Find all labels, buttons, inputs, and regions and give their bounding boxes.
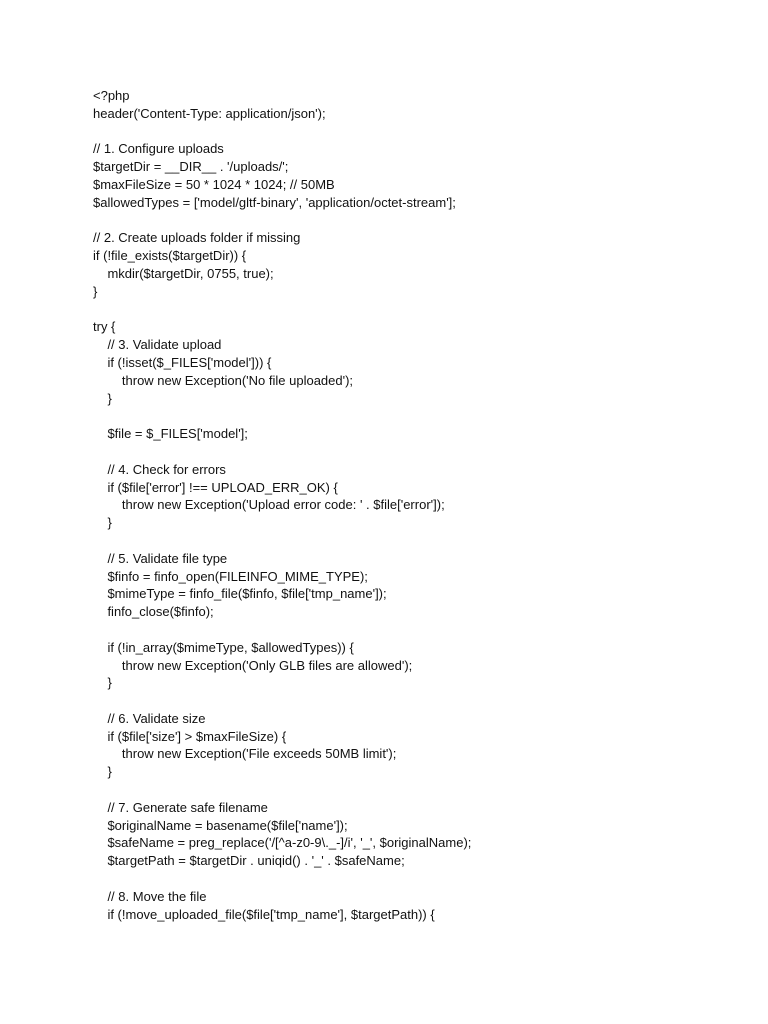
code-line: }: [93, 675, 112, 691]
code-line: // 4. Check for errors: [93, 461, 226, 477]
code-line: $targetPath = $targetDir . uniqid() . '_' . $safeName;: [93, 853, 405, 869]
code-line: }: [93, 764, 112, 780]
code-line: $mimeType = finfo_file($finfo, $file['tmp_name']);: [93, 586, 387, 602]
code-line: if ($file['size'] > $maxFileSize) {: [93, 728, 287, 744]
code-line: // 6. Validate size: [93, 710, 206, 726]
code-line: $file = $_FILES['model'];: [93, 426, 248, 442]
code-line: // 3. Validate upload: [93, 337, 222, 353]
code-line: $allowedTypes = ['model/gltf-binary', 'application/octet-stream'];: [93, 194, 456, 210]
code-line: $finfo = finfo_open(FILEINFO_MIME_TYPE);: [93, 568, 368, 584]
code-line: if (!in_array($mimeType, $allowedTypes)) {: [93, 639, 354, 655]
code-line: [93, 621, 733, 639]
code-line: [93, 781, 733, 799]
code-line: throw new Exception('No file uploaded');: [93, 372, 354, 388]
code-line: if (!isset($_FILES['model'])) {: [93, 354, 272, 370]
code-line: mkdir($targetDir, 0755, true);: [93, 265, 274, 281]
code-line: [93, 407, 733, 425]
code-line: // 5. Validate file type: [93, 550, 228, 566]
code-line: if (!move_uploaded_file($file['tmp_name'], $targetPath)) {: [93, 906, 435, 922]
code-line: $targetDir = __DIR__ . '/uploads/';: [93, 159, 289, 175]
code-line: $maxFileSize = 50 * 1024 * 1024; // 50MB: [93, 176, 335, 192]
code-block: [93, 87, 733, 923]
code-line: [93, 532, 733, 550]
code-line: }: [93, 515, 112, 531]
code-line: if ($file['error'] !== UPLOAD_ERR_OK) {: [93, 479, 338, 495]
code-line: // 8. Move the file: [93, 888, 207, 904]
code-line: $safeName = preg_replace('/[^a-z0-9\._-]/i', '_', $originalName);: [93, 835, 472, 851]
code-line: try {: [93, 319, 116, 335]
code-line: [93, 443, 733, 461]
code-line: // 2. Create uploads folder if missing: [93, 230, 301, 246]
code-line: // 7. Generate safe filename: [93, 799, 268, 815]
code-line: [93, 212, 733, 230]
code-line: [93, 870, 733, 888]
code-line: if (!file_exists($targetDir)) {: [93, 248, 247, 264]
code-line: [93, 692, 733, 710]
code-line: <?php: [93, 88, 130, 103]
code-line: header('Content-Type: application/json');: [93, 105, 326, 121]
code-line: [93, 301, 733, 319]
code-line: }: [93, 283, 98, 299]
code-line: }: [93, 390, 112, 406]
code-line: throw new Exception('File exceeds 50MB limit');: [93, 746, 397, 762]
code-line: throw new Exception('Upload error code: ' . $file['error']);: [93, 497, 445, 513]
code-line: [93, 123, 733, 141]
code-line: finfo_close($finfo);: [93, 604, 214, 620]
code-line: // 1. Configure uploads: [93, 141, 224, 157]
code-line: $originalName = basename($file['name']);: [93, 817, 348, 833]
code-line: throw new Exception('Only GLB files are allowed');: [93, 657, 413, 673]
